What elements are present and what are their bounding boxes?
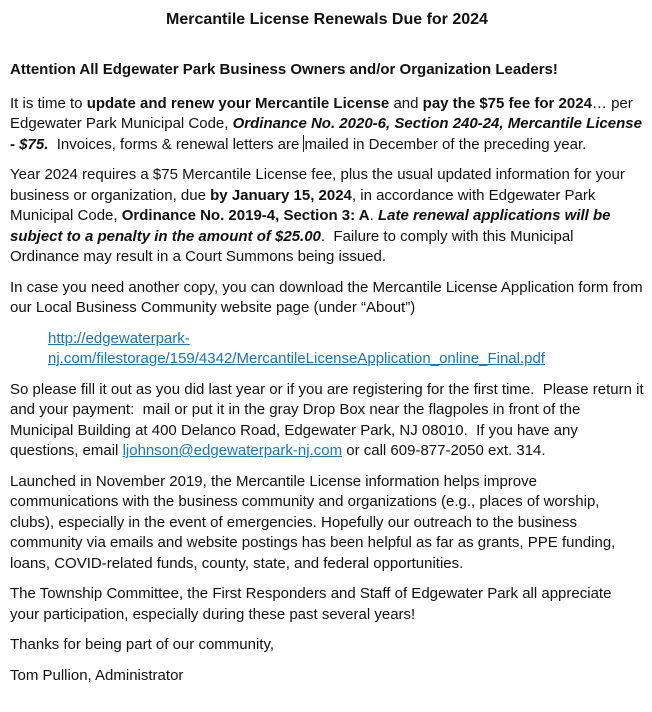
paragraph-thanks: Thanks for being part of our community, (10, 636, 275, 653)
text-run: It is time to (10, 94, 87, 112)
text-run-bold-italic: Ordinance No. 2020-6, Section 240-24, Mercantile License - $75. (10, 115, 647, 153)
text-run: . Failure to comply with this Municipal Ordinance may result in a Court Summons being issued. (10, 227, 578, 265)
text-run-bold: update and renew your Mercantile License (86, 94, 390, 112)
document-title: Mercantile License Renewals Due for 2024 (166, 11, 488, 28)
text-run: Invoices, forms & renewal letters are (48, 135, 304, 153)
text-run: So please fill it out as you did last year or if you are registering for the first time. Please return it and your payment: mail or put it in the gray Drop Box near the flagpoles in front of the Municipal Building at 400 Delanco Road, Edgewater Park, NJ 08010. If you have any questions, email (10, 380, 648, 459)
attention-heading: Attention All Edgewater Park Business Owners and/or Organization Leaders! (10, 61, 558, 78)
text-run-bold-italic: Late renewal applications will be subject to a penalty in the amount of $25.00 (10, 207, 615, 245)
text-run: , in accordance with Edgewater Park Municipal Code, (10, 186, 600, 224)
text-run-bold: by January 15, 2024 (210, 186, 352, 204)
application-link-paragraph (10, 329, 644, 370)
email-link[interactable]: ljohnson@edgewaterpark-nj.com (122, 442, 343, 459)
application-form-link[interactable]: http://edgewaterpark-nj.com/filestorage/159/4342/MercantileLicenseApplication_online_Final.pdf (48, 329, 545, 367)
text-run: … per Edgewater Park Municipal Code, (10, 94, 637, 132)
paragraph-program-history: Launched in November 2019, the Mercantile License information helps improve communications with the business community and organizations (e.g., places of worship, clubs), especially in the event of emergencies. Hopefully our outreach to the business community via emails and website postings has been helpful as far as grants, PPE funding, loans, COVID-related funds, county, state, and federal opportunities. (10, 472, 620, 572)
paragraph-return-instructions (10, 380, 648, 462)
text-run-bold: pay the $75 fee for 2024 (422, 94, 592, 112)
text-run: mailed in December of the preceding year. (304, 135, 587, 153)
text-run: . (369, 207, 378, 224)
paragraph-appreciation: The Township Committee, the First Responders and Staff of Edgewater Park all appreciate your participation, especially during these past several years! (10, 585, 616, 623)
paragraph-renewal-intro (10, 94, 647, 156)
signature: Tom Pullion, Administrator (10, 666, 184, 684)
paragraph-fee-details (10, 165, 644, 268)
text-run: and (389, 94, 423, 112)
paragraph-download-info: In case you need another copy, you can download the Mercantile License Application form from our Local Business Community website page (under “About”) (10, 278, 647, 316)
text-run-bold: Ordinance No. 2019-4, Section 3: A (121, 207, 370, 224)
text-run: or call 609-877-2050 ext. 314. (342, 442, 546, 459)
text-run: Year 2024 requires a $75 Mercantile License fee, plus the usual updated information for your business or organization, due (10, 166, 630, 204)
